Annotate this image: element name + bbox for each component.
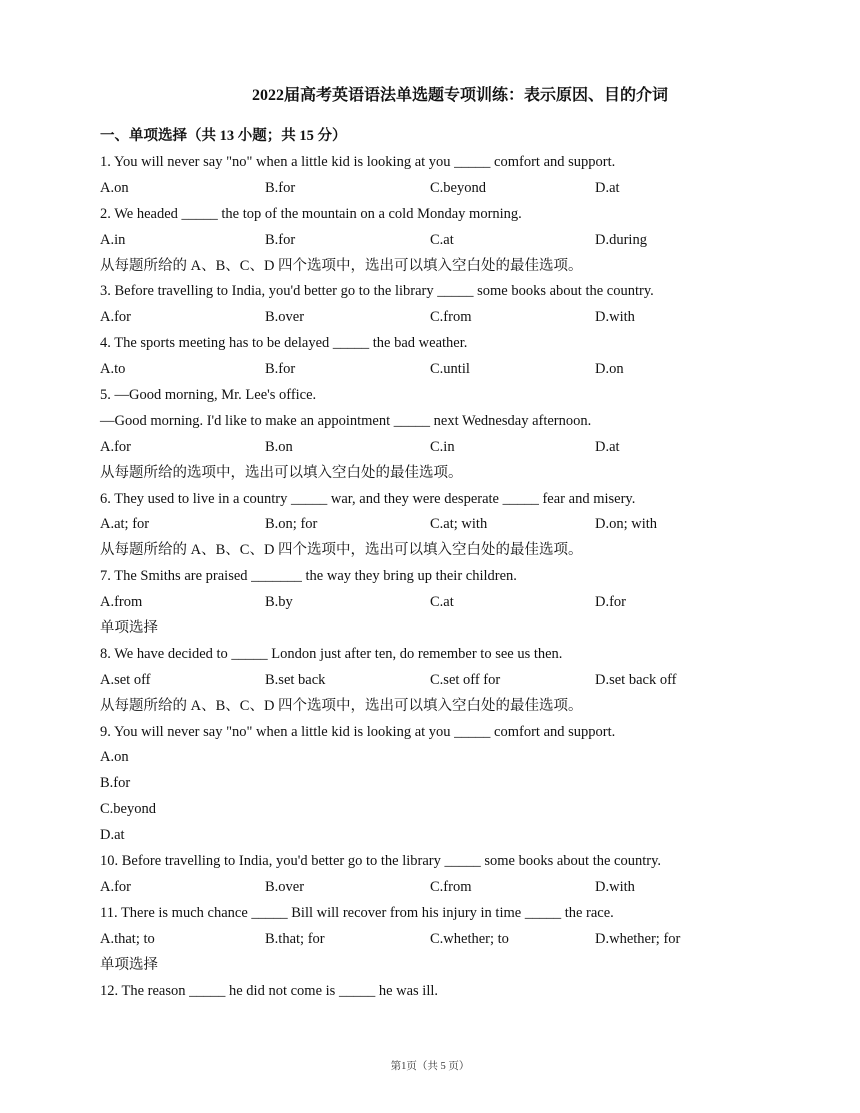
option-row [100,590,780,616]
option-d: D.on [595,361,624,378]
option-c: C.from [430,309,472,326]
option-b: B.set back [265,671,326,688]
option-row [100,512,780,538]
option-d: D.for [595,594,627,611]
option-a: A.at; for [100,516,150,533]
option-b: B.that; for [265,930,325,947]
option-b: B.on [265,438,293,455]
text-line: 1. You will never say "no" when a little kid is looking at you _____ comfort and support. [100,154,616,170]
text-line: —Good morning. I'd like to make an appointment _____ next Wednesday afternoon. [100,412,592,429]
option-d: D.at [595,438,620,455]
option-c: C.set off for [430,671,501,688]
text-line: 10. Before travelling to India, you'd better go to the library _____ some books about the country. [100,853,662,870]
option-c: C.at [430,231,454,248]
option-c: C.until [430,361,470,378]
text-line: 3. Before travelling to India, you'd better go to the library _____ some books about the country. [100,283,654,300]
option-c: C.from [430,878,472,895]
option-b: B.for [265,179,296,196]
page-footer: 第1页（共 5 页） [390,1061,470,1072]
text-line: 5. —Good morning, Mr. Lee's office. [100,387,317,404]
option-a: A.from [100,594,143,611]
text-line: 从每题所给的 A、B、C、D 四个选项中，选出可以填入空白处的最佳选项。 [100,542,583,559]
text-line: 8. We have decided to _____ London just after ten, do remember to see us then. [100,645,563,662]
text-line: 6. They used to live in a country _____ war, and they were desperate _____ fear and misery. [100,490,636,507]
option-d: D.set back off [595,671,677,688]
option-d: D.during [595,231,647,248]
document-title: 2022届高考英语语法单选题专项训练：表示原因、目的介词 [251,87,668,104]
option-row [100,176,780,202]
text-line: 单项选择 [100,620,158,637]
option-row [100,305,780,331]
option-b: B.for [265,361,296,378]
text-line: A.on [100,749,129,766]
option-c: C.in [430,438,455,455]
text-line: 7. The Smiths are praised _______ the way they bring up their children. [100,568,517,585]
option-b: B.on; for [265,516,318,533]
option-a: A.to [100,361,126,378]
option-a: A.on [100,179,129,196]
option-a: A.for [100,878,132,895]
text-line: 4. The sports meeting has to be delayed _____ the bad weather. [100,335,468,352]
option-b: B.over [265,878,305,895]
option-row [100,927,780,953]
option-a: A.in [100,231,126,248]
option-c: C.at [430,594,454,611]
option-b: B.over [265,309,305,326]
option-b: B.by [265,594,293,611]
option-row [100,875,780,901]
text-line: 从每题所给的选项中，选出可以填入空白处的最佳选项。 [100,464,463,481]
text-line: 2. We headed _____ the top of the mountain on a cold Monday morning. [100,205,522,222]
option-row [100,228,780,254]
text-line: D.at [100,827,125,844]
option-d: D.with [595,309,635,326]
text-line: 9. You will never say "no" when a little kid is looking at you _____ comfort and support. [100,723,616,740]
option-c: C.whether; to [430,930,509,947]
text-line: 从每题所给的 A、B、C、D 四个选项中，选出可以填入空白处的最佳选项。 [100,697,583,714]
text-line: 单项选择 [100,956,158,973]
text-line: 12. The reason _____ he did not come is _____ he was ill. [100,982,439,999]
option-a: A.that; to [100,930,155,947]
option-d: D.at [595,179,620,196]
option-row [100,357,780,383]
text-line: B.for [100,775,131,792]
option-a: A.for [100,309,132,326]
option-row [100,435,780,461]
question-body [100,150,780,1004]
option-row [100,668,780,694]
option-d: D.with [595,878,635,895]
text-line: C.beyond [100,801,156,818]
option-a: A.for [100,438,132,455]
option-d: D.on; with [595,516,658,533]
option-d: D.whether; for [595,930,681,947]
text-line: 11. There is much chance _____ Bill will recover from his injury in time _____ the race. [100,904,614,921]
option-c: C.beyond [430,179,486,196]
section-heading: 一、单项选择（共 13 小题；共 15 分） [100,128,347,144]
option-b: B.for [265,231,296,248]
text-line: 从每题所给的 A、B、C、D 四个选项中，选出可以填入空白处的最佳选项。 [100,257,583,274]
option-a: A.set off [100,671,151,688]
option-c: C.at; with [430,516,488,533]
